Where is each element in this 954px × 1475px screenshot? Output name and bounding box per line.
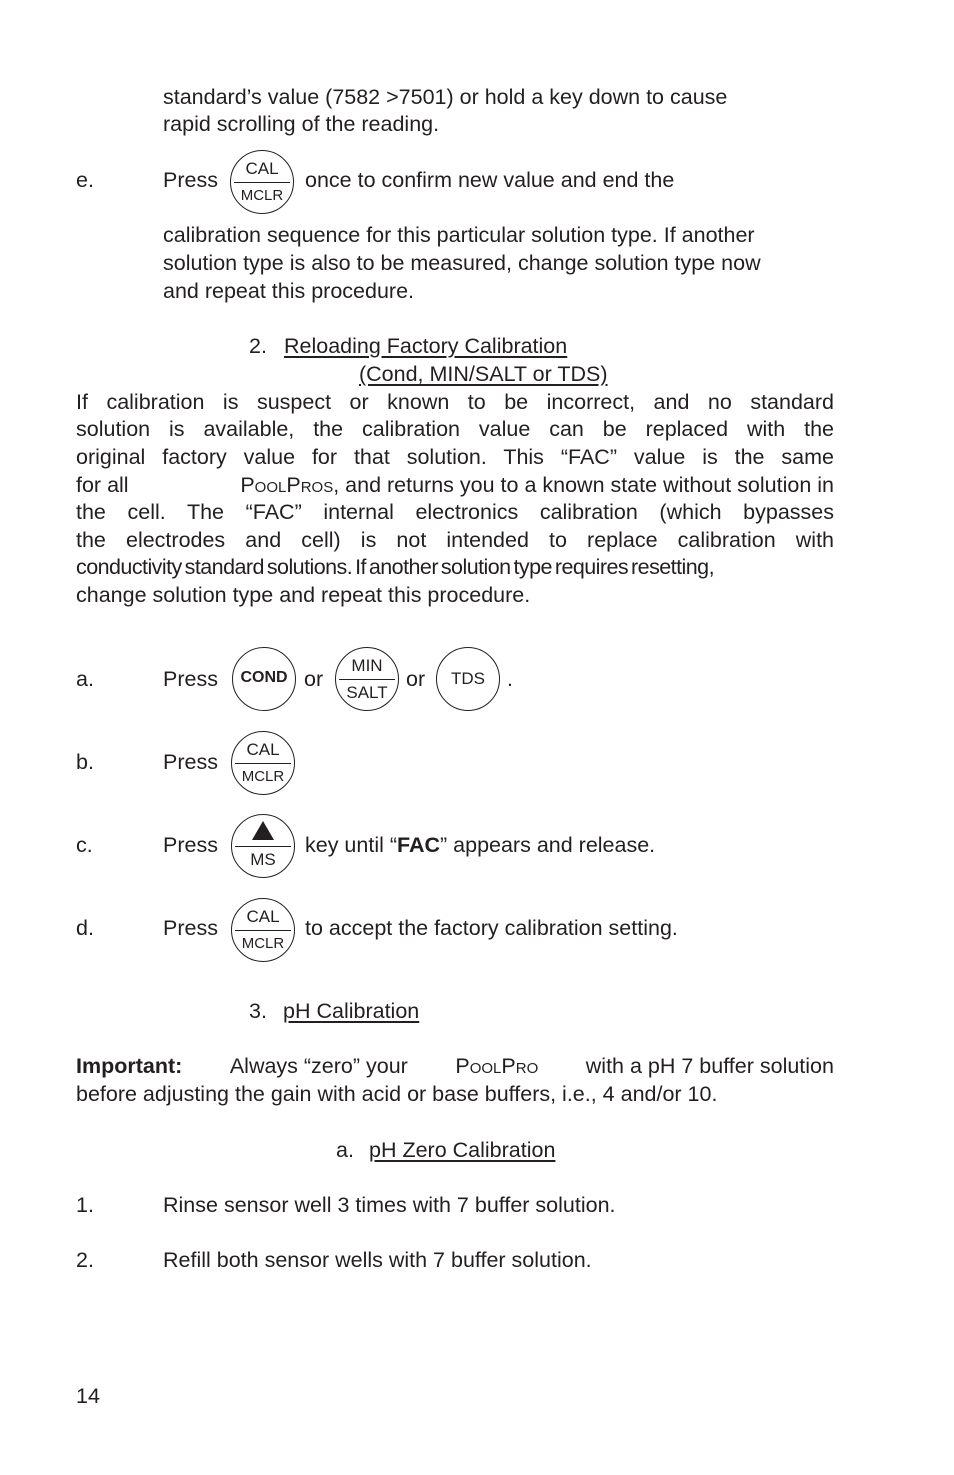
brand-part-4: ROS <box>300 479 334 496</box>
important-text-a: Always “zero” your <box>229 1054 408 1078</box>
step-c-pre: key until “ <box>305 833 398 857</box>
step-c-press: Press <box>163 833 218 857</box>
step-a-or-1: or <box>304 667 324 691</box>
subsection-a-title: pH Zero Calibration <box>369 1138 556 1162</box>
step-b-press: Press <box>163 750 218 774</box>
brand-part-1: P <box>240 473 255 497</box>
section-2-title-line-1: Reloading Factory Calibration <box>284 334 568 358</box>
section-3-title: pH Calibration <box>283 999 420 1023</box>
step-c-label: c. <box>76 833 93 857</box>
subsection-a-number: a. <box>336 1138 354 1162</box>
brand-part-3: P <box>286 473 301 497</box>
cal-mclr-key-icon <box>230 150 294 214</box>
section-2-para-line-4 <box>76 472 834 502</box>
ph-step-1-label: 1. <box>76 1193 94 1217</box>
key-label-bottom: MCLR <box>240 187 284 204</box>
step-d-press: Press <box>163 916 218 940</box>
section-2-para-line-2: solution is available, the calibration value can be replaced with the <box>76 417 834 441</box>
key-label-top: CAL <box>246 907 280 926</box>
section-2-para-line-7: conductivity standard solutions. If another solution type requires resetting, <box>76 555 714 579</box>
key-label-bottom: SALT <box>346 683 388 702</box>
section-2-para-line-1: If calibration is suspect or known to be incorrect, and no standard <box>76 390 834 414</box>
section-2-para-line-8: change solution type and repeat this procedure. <box>76 583 531 607</box>
key-divider <box>339 679 395 680</box>
section-2-title-line-2: (Cond, MIN/SALT or TDS) <box>359 362 608 386</box>
step-e-press: Press <box>163 168 218 192</box>
key-divider <box>235 763 291 764</box>
min-salt-key-icon <box>335 647 399 711</box>
brand-part-3: P <box>501 1054 516 1078</box>
brand-part-2: OOL <box>469 1060 502 1077</box>
step-e-cont-2: solution type is also to be measured, change solution type now <box>163 251 761 275</box>
para-line-4-start: for all <box>76 473 129 497</box>
brand-name <box>240 472 834 502</box>
step-e-cont-1: calibration sequence for this particular solution type. If another <box>163 223 755 247</box>
cond-key-icon <box>232 647 296 711</box>
ph-step-1-text: Rinse sensor well 3 times with 7 buffer solution. <box>163 1193 616 1217</box>
step-d-label: d. <box>76 916 94 940</box>
up-arrow-icon <box>252 821 274 840</box>
key-divider <box>235 846 291 847</box>
step-e-label: e. <box>76 168 94 192</box>
step-a-or-2: or <box>406 667 426 691</box>
brand-part-1: P <box>455 1054 470 1078</box>
key-label-bottom: MS <box>250 850 276 869</box>
brand-name <box>455 1053 538 1083</box>
step-a-press: Press <box>163 667 218 691</box>
page-number: 14 <box>76 1384 100 1408</box>
key-divider <box>235 930 291 931</box>
section-2-para-line-6: the electrodes and cell) is not intended to replace calibration with <box>76 528 834 552</box>
step-a-label: a. <box>76 667 94 691</box>
important-line-1 <box>76 1053 834 1083</box>
step-c-post: ” appears and release. <box>440 833 656 857</box>
up-arrow-ms-key-icon <box>231 814 295 878</box>
step-b-label: b. <box>76 750 94 774</box>
key-label-top: CAL <box>246 740 280 759</box>
key-label: COND <box>240 669 288 686</box>
key-label-bottom: MCLR <box>241 935 285 952</box>
step-e-after: once to confirm new value and end the <box>305 168 675 192</box>
section-2-para-line-3: original factory value for that solution. This “FAC” value is the same <box>76 445 834 469</box>
brand-part-4: RO <box>515 1060 539 1077</box>
section-3-number: 3. <box>249 999 267 1023</box>
step-e-cont-3: and repeat this procedure. <box>163 279 414 303</box>
key-label: TDS <box>451 669 485 688</box>
intro-line-1: standard’s value (7582 >7501) or hold a key down to cause <box>163 85 728 109</box>
cal-mclr-key-icon <box>231 898 295 962</box>
section-2-para-line-5: the cell. The “FAC” internal electronics calibration (which bypasses <box>76 500 834 524</box>
important-line-2: before adjusting the gain with acid or base buffers, i.e., 4 and/or 10. <box>76 1082 718 1106</box>
brand-part-2: OOL <box>254 479 287 496</box>
key-label-top: CAL <box>245 159 279 178</box>
key-label-bottom: MCLR <box>241 768 285 785</box>
key-divider <box>234 182 290 183</box>
important-text-b: with a pH 7 buffer solution <box>585 1054 834 1078</box>
key-label-top: MIN <box>351 656 383 675</box>
cal-mclr-key-icon <box>231 731 295 795</box>
step-a-period: . <box>507 667 513 691</box>
tds-key-icon <box>436 647 500 711</box>
ph-step-2-text: Refill both sensor wells with 7 buffer solution. <box>163 1248 592 1272</box>
important-label: Important: <box>76 1054 183 1078</box>
para-line-4-rest: , and returns you to a known state without solution in <box>333 473 834 497</box>
intro-line-2: rapid scrolling of the reading. <box>163 112 440 136</box>
section-2-number: 2. <box>249 334 267 358</box>
ph-step-2-label: 2. <box>76 1248 94 1272</box>
step-d-after: to accept the factory calibration setting. <box>305 916 678 940</box>
step-c-text <box>305 832 655 860</box>
fac-keyword: FAC <box>397 833 441 857</box>
